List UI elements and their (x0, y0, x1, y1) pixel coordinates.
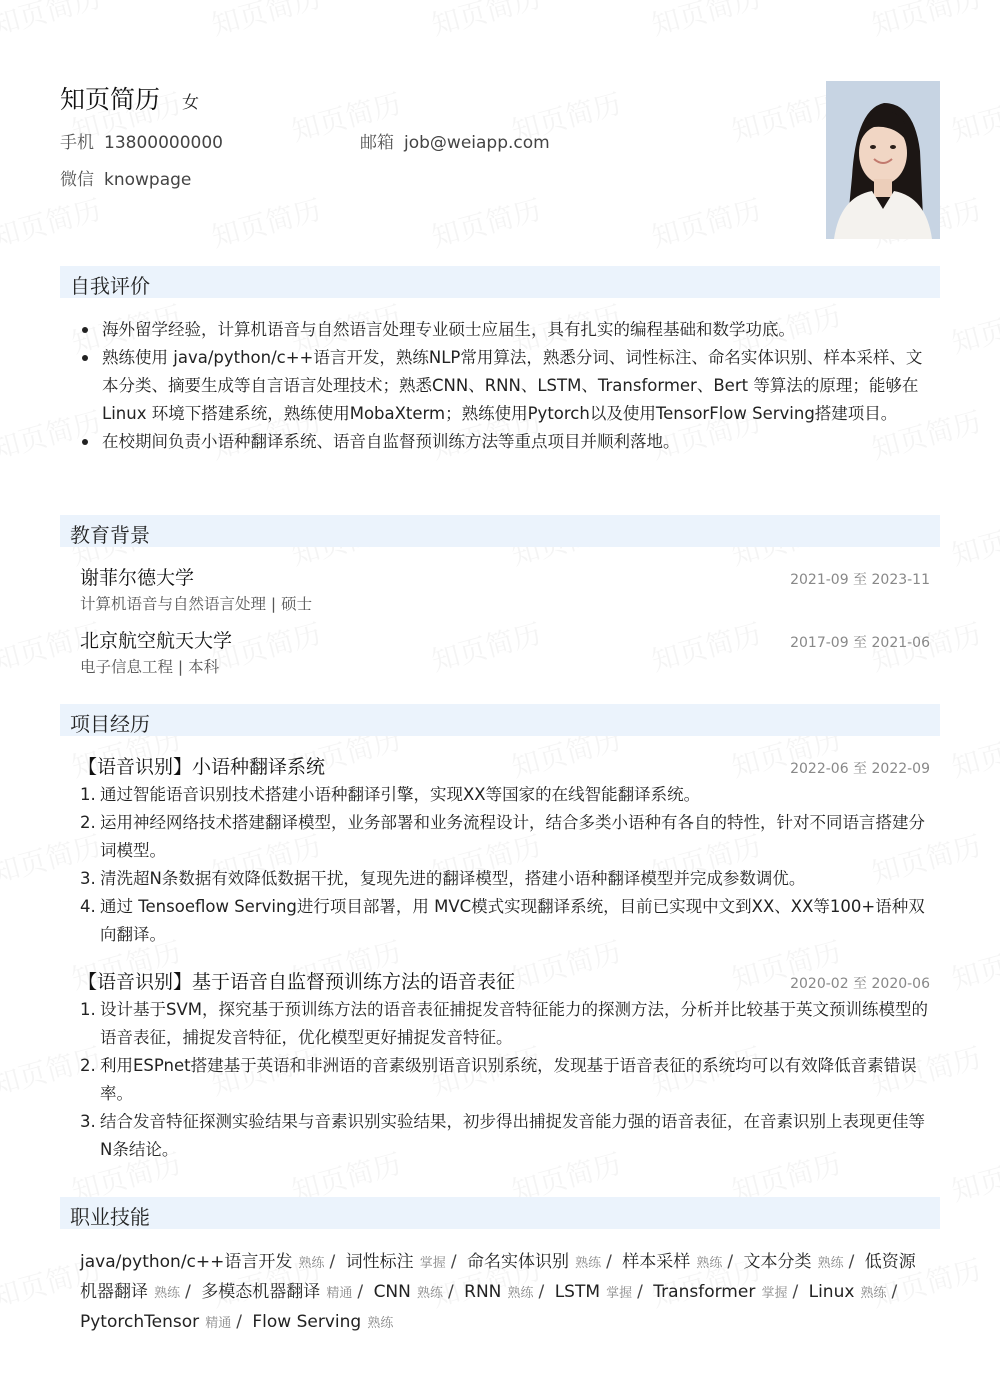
skill-level: 熟练 (813, 1256, 844, 1271)
watermark-text (647, 0, 766, 44)
skill-separator: / (606, 1252, 612, 1272)
candidate-name: 知页简历 (60, 85, 161, 114)
skill-separator: / (538, 1282, 545, 1302)
skill-name: 命名实体识别 (466, 1252, 569, 1272)
skill-item (80, 1252, 325, 1272)
phone-info (60, 128, 223, 153)
phone-value: 13800000000 (104, 133, 223, 153)
education-detail: 电子信息工程 | 本科 (80, 658, 220, 676)
section-title: 职业技能 (70, 1205, 150, 1229)
profile-photo (826, 81, 940, 239)
skill-level: 熟练 (412, 1286, 444, 1301)
watermark-text (0, 0, 105, 44)
skill-level: 熟练 (692, 1256, 723, 1271)
skill-separator: / (637, 1282, 643, 1302)
list-item: 2. 运用神经网络技术搭建翻译模型，业务部署和业务流程设计，结合多类小语种有各自的特性，针对不同语言搭建分词模型。 (80, 813, 925, 860)
section-title: 教育背景 (70, 523, 150, 547)
list-item-text: 通过 Tensoeflow Serving进行项目部署，用 MVC模式实现翻译系统，目前已实现中文到XX、XX等100+语种双向翻译。 (100, 897, 925, 944)
skill-item (464, 1282, 533, 1302)
skill-separator: / (357, 1282, 364, 1302)
skill-name: Transformer (653, 1282, 756, 1302)
list-item: 3. 结合发音特征探测实验结果与音素识别实验结果，初步得出捕捉发音能力强的语音表征，在音素识别上表现更佳等N条结论。 (80, 1112, 925, 1159)
skill-separator: / (891, 1282, 898, 1302)
skill-item (252, 1312, 393, 1332)
project-details (80, 996, 930, 1164)
skill-name: RNN (464, 1282, 502, 1302)
skill-item (809, 1282, 887, 1302)
school-name: 北京航空航天大学 (80, 630, 233, 652)
education-date: 2021-09 至 2023-11 (790, 572, 930, 588)
list-item-text: 通过智能语音识别技术搭建小语种翻译引擎，实现XX等国家的在线智能翻译系统。 (100, 785, 701, 804)
email-value: job@weiapp.com (404, 133, 550, 153)
list-item: 1. 设计基于SVM，探究基于预训练方法的语音表征捕捉发音特征能力的探测方法，分析并比较基于英文预训练模型的语音表征，捕捉发音特征，优化模型更好捕捉发音特征。 (80, 1000, 928, 1047)
section-title: 项目经历 (70, 712, 150, 736)
section-education (60, 515, 940, 547)
section-skills (60, 1197, 940, 1229)
skill-item (346, 1252, 446, 1272)
watermark-text (947, 718, 1000, 786)
wechat-info (60, 165, 191, 190)
skill-item (467, 1252, 601, 1272)
skill-name: 词性标注 (345, 1252, 414, 1272)
skill-separator: / (792, 1282, 799, 1302)
wechat-value: knowpage (104, 170, 192, 190)
skill-level: 熟练 (503, 1286, 534, 1301)
skill-separator: / (727, 1252, 734, 1272)
skills-list (80, 1248, 930, 1338)
skill-separator: / (848, 1252, 855, 1272)
wechat-label: 微信 (60, 170, 94, 190)
watermark-text (947, 82, 1000, 150)
skill-name: Linux (808, 1282, 855, 1302)
skill-level: 熟练 (294, 1256, 325, 1271)
skill-item (622, 1252, 722, 1272)
skill-level: 掌握 (415, 1256, 446, 1271)
list-item-text: 清洗超N条数据有效降低数据干扰，复现先进的翻译模型，搭建小语种翻译模型并完成参数调优。 (100, 869, 806, 888)
skill-name: 样本采样 (622, 1252, 691, 1272)
education-detail: 计算机语音与自然语言处理 | 硕士 (80, 595, 313, 613)
self-eval-list (80, 316, 930, 456)
skill-level: 熟练 (363, 1316, 394, 1331)
project-date: 2020-02 至 2020-06 (790, 976, 930, 992)
project-item (80, 967, 930, 1164)
skill-item (555, 1282, 632, 1302)
education-item (80, 563, 930, 614)
skill-separator: / (448, 1282, 454, 1302)
skill-name: 低资源机器翻译 (80, 1252, 916, 1302)
project-details (80, 781, 930, 949)
project-title: 【语音识别】基于语音自监督预训练方法的语音表征 (78, 971, 516, 993)
watermark-text (947, 930, 1000, 998)
skill-level: 掌握 (757, 1286, 788, 1301)
watermark-text (427, 0, 546, 44)
skill-level: 精通 (201, 1316, 232, 1331)
skill-separator: / (450, 1252, 457, 1272)
project-title: 【语音识别】小语种翻译系统 (78, 756, 326, 778)
skill-item (653, 1282, 787, 1302)
project-item (80, 752, 930, 949)
phone-label: 手机 (60, 133, 94, 153)
section-title: 自我评价 (70, 274, 150, 298)
education-date: 2017-09 至 2021-06 (790, 635, 930, 651)
skill-name: Flow Serving (252, 1312, 362, 1332)
list-item: 熟练使用 java/python/c++语言开发，熟练NLP常用算法，熟悉分词、词性标注、命名实体识别、样本采样、文本分类、摘要生成等自言语言处理技术；熟悉CNN、RNN、LSTM、Transformer、Bert 等算法的原理；能够在 Linux 环境下搭建系统，熟练使用MobaXterm；熟练使用Pytorch以及使用TensorFlow Serving搭建项目。 (80, 344, 930, 428)
skill-name: java/python/c++语言开发 (80, 1252, 293, 1272)
project-date: 2022-06 至 2022-09 (790, 761, 930, 777)
skill-level: 精通 (322, 1286, 353, 1301)
list-item-text: 利用ESPnet搭建基于英语和非洲语的音素级别语音识别系统，发现基于语音表征的系统均可以有效降低音素错误率。 (100, 1056, 917, 1103)
skill-item (80, 1312, 231, 1332)
list-item-text: 结合发音特征探测实验结果与音素识别实验结果，初步得出捕捉发音能力强的语音表征，在音素识别上表现更佳等N条结论。 (100, 1112, 925, 1159)
watermark-text (947, 1142, 1000, 1210)
education-item (80, 626, 930, 677)
skill-separator: / (329, 1252, 336, 1272)
skill-item (201, 1282, 352, 1302)
watermark-text (867, 0, 986, 44)
list-item: 在校期间负责小语种翻译系统、语音自监督预训练方法等重点项目并顺利落地。 (80, 428, 930, 456)
resume-header (60, 80, 940, 240)
skill-level: 掌握 (602, 1286, 633, 1301)
list-item-text: 运用神经网络技术搭建翻译模型，业务部署和业务流程设计，结合多类小语种有各自的特性，针对不同语言搭建分词模型。 (100, 813, 925, 860)
name-row (60, 80, 940, 116)
skill-separator: / (185, 1282, 191, 1302)
list-item: 3. 清洗超N条数据有效降低数据干扰，复现先进的翻译模型，搭建小语种翻译模型并完成参数调优。 (80, 869, 806, 888)
watermark-text (207, 0, 326, 44)
skill-separator: / (236, 1312, 242, 1332)
school-name: 谢菲尔德大学 (80, 567, 195, 589)
skill-level: 熟练 (856, 1286, 887, 1301)
skill-name: 文本分类 (743, 1252, 812, 1272)
skill-name: PytorchTensor (80, 1312, 200, 1332)
section-projects (60, 704, 940, 736)
skill-item (374, 1282, 443, 1302)
watermark-text (947, 294, 1000, 362)
list-item: 4. 通过 Tensoeflow Serving进行项目部署，用 MVC模式实现翻译系统，目前已实现中文到XX、XX等100+语种双向翻译。 (80, 897, 925, 944)
email-label: 邮箱 (360, 133, 394, 153)
list-item: 1. 通过智能语音识别技术搭建小语种翻译引擎，实现XX等国家的在线智能翻译系统。 (80, 785, 701, 804)
list-item: 2. 利用ESPnet搭建基于英语和非洲语的音素级别语音识别系统，发现基于语音表征的系统均可以有效降低音素错误率。 (80, 1056, 917, 1103)
section-self-eval (60, 266, 940, 298)
list-item: 海外留学经验，计算机语音与自然语言处理专业硕士应届生，具有扎实的编程基础和数学功底。 (80, 316, 930, 344)
skill-name: 多模态机器翻译 (201, 1282, 321, 1302)
skill-item (744, 1252, 844, 1272)
skill-level: 熟练 (150, 1286, 181, 1301)
email-info (360, 128, 550, 153)
list-item-text: 设计基于SVM，探究基于预训练方法的语音表征捕捉发音特征能力的探测方法，分析并比较基于英文预训练模型的语音表征，捕捉发音特征，优化模型更好捕捉发音特征。 (100, 1000, 928, 1047)
skill-name: CNN (373, 1282, 411, 1302)
candidate-gender: 女 (182, 93, 200, 113)
skill-name: LSTM (554, 1282, 601, 1302)
portrait-image (826, 81, 940, 239)
watermark-text (947, 506, 1000, 574)
skill-level: 熟练 (570, 1256, 602, 1271)
